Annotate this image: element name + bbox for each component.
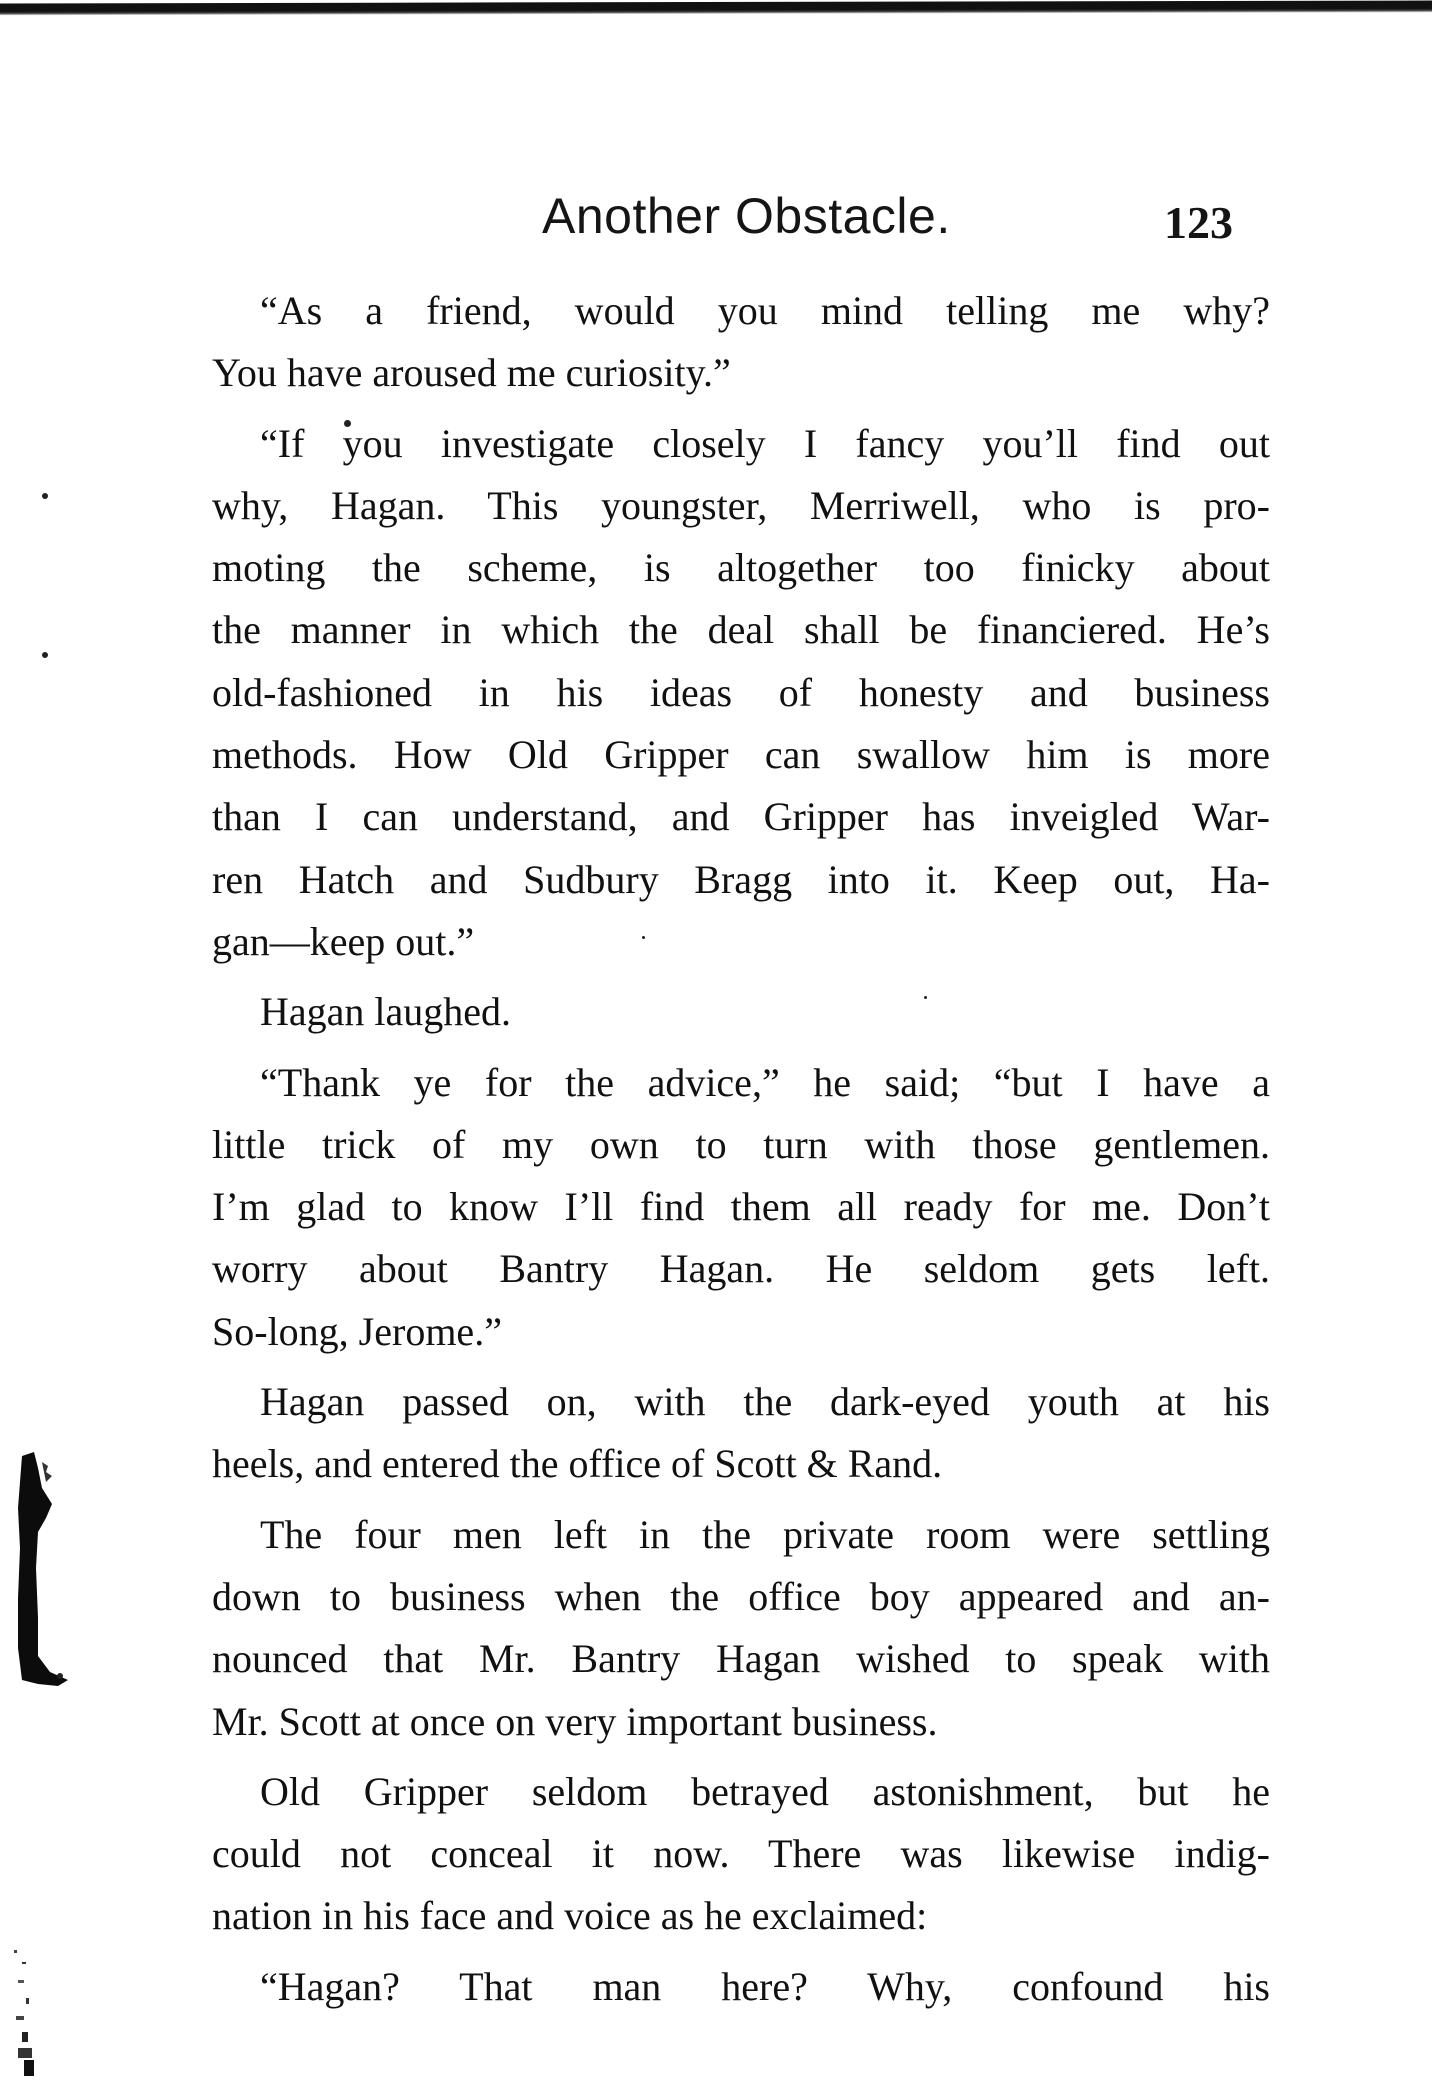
text-line: methods. How Old Gripper can swallow him is more (212, 732, 1270, 778)
text-line: why, Hagan. This youngster, Merriwell, who is pro- (212, 482, 1270, 528)
text-line: down to business when the office boy appeared and an- (212, 1573, 1270, 1619)
text-line: So-long, Jerome.” (212, 1308, 502, 1354)
text-line: “Hagan? That man here? Why, confound his (260, 1963, 1270, 2009)
text-line: I’m glad to know I’ll find them all ready for me. Don’t (212, 1184, 1270, 1230)
paragraph (212, 1956, 1270, 2018)
margin-speck (42, 493, 48, 499)
text-line: “Thank ye for the advice,” he said; “but I have a (260, 1059, 1270, 1105)
text-line: ren Hatch and Sudbury Bragg into it. Keep out, Ha- (212, 856, 1270, 902)
text-line: moting the scheme, is altogether too finicky about (212, 545, 1270, 591)
text-line: nation in his face and voice as he exclaimed: (212, 1893, 928, 1939)
paragraph (212, 1504, 1270, 1753)
page-number: 123 (1164, 197, 1233, 248)
paragraph (212, 1761, 1270, 1948)
text-line: “As a friend, would you mind telling me why? (260, 288, 1270, 333)
text-line: “If you investigate closely I fancy you’ll find out (260, 420, 1270, 466)
paragraph (212, 280, 1270, 405)
paragraph (212, 1052, 1270, 1363)
text-line: The four men left in the private room were settling (260, 1511, 1270, 1557)
running-head (0, 186, 1432, 256)
body-text (212, 280, 1270, 2018)
chapter-title: Another Obstacle. (542, 188, 951, 244)
text-line: nounced that Mr. Bantry Hagan wished to speak with (212, 1636, 1270, 1682)
paragraph (212, 413, 1270, 974)
text-line: You have aroused me curiosity.” (212, 350, 731, 396)
text-line: gan—keep out.” (212, 918, 475, 964)
paragraph (212, 981, 1270, 1043)
text-line: old-fashioned in his ideas of honesty and business (212, 669, 1270, 715)
text-line: than I can understand, and Gripper has inveigled War- (212, 794, 1270, 840)
text-line: little trick of my own to turn with those gentlemen. (212, 1121, 1270, 1167)
page-edge-shadow (8, 1448, 74, 1708)
page-top-rule (0, 1, 1432, 16)
text-line: Mr. Scott at once on very important business. (212, 1698, 938, 1744)
paragraph (212, 1371, 1270, 1496)
page-edge-speckle (10, 1940, 44, 2080)
text-line: Old Gripper seldom betrayed astonishment, but he (260, 1768, 1270, 1814)
margin-speck (42, 652, 48, 658)
text-line: Hagan laughed. (260, 989, 512, 1035)
text-line: worry about Bantry Hagan. He seldom gets left. (212, 1246, 1270, 1292)
text-line: Hagan passed on, with the dark-eyed youth at his (260, 1379, 1270, 1425)
text-line: could not conceal it now. There was likewise indig- (212, 1831, 1270, 1877)
text-line: the manner in which the deal shall be financiered. He’s (212, 607, 1270, 653)
text-line: heels, and entered the office of Scott & Rand. (212, 1441, 943, 1487)
